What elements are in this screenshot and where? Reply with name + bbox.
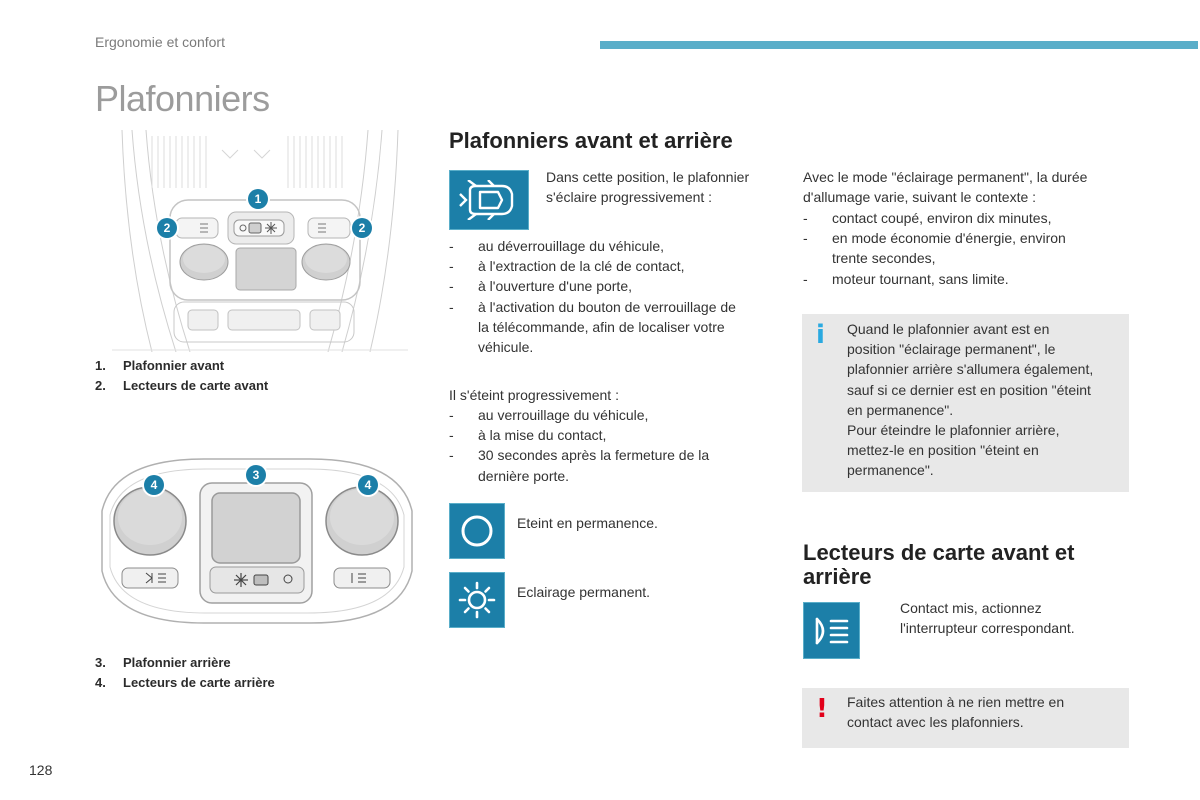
- callout-2-left: 2: [157, 218, 177, 238]
- caption-2: 2. Lecteurs de carte avant: [95, 378, 269, 393]
- goes-out-list: [449, 405, 779, 486]
- info-icon: i: [816, 320, 825, 350]
- door-mode-text: Dans cette position, le plafonnier s'éclaire progressivement :: [546, 169, 750, 206]
- permanent-mode-label: Eclairage permanent.: [517, 584, 651, 600]
- list-item: - contact coupé, environ dix minutes,: [803, 210, 1052, 226]
- warning-icon: !: [816, 694, 828, 724]
- list-item: - moteur tournant, sans limite.: [803, 270, 1009, 287]
- permanent-duration-list: [803, 208, 1133, 289]
- circle-icon: [449, 503, 505, 559]
- list-item: - à l'ouverture d'une porte,: [449, 278, 632, 295]
- warning-note: [802, 688, 1129, 748]
- list-item: - à l'extraction de la clé de contact,: [449, 258, 685, 275]
- list-item: - à la mise du contact,: [449, 427, 607, 444]
- list-item: - 30 secondes après la fermeture de la dernière porte.: [449, 447, 710, 484]
- warning-note-text: Faites attention à ne rien mettre en contact avec les plafonniers.: [847, 694, 1065, 731]
- callout-4-right: 4: [358, 475, 378, 495]
- page-number: 128: [29, 762, 53, 778]
- list-item: - au déverrouillage du véhicule,: [449, 238, 665, 254]
- front-captions: [95, 356, 268, 396]
- heading-front-rear-lights: Plafonniers avant et arrière: [449, 128, 733, 153]
- list-item: - en mode économie d'énergie, environ trente secondes,: [803, 230, 1066, 267]
- section-label: Ergonomie et confort: [95, 34, 225, 50]
- callout-1: 1: [248, 189, 268, 209]
- caption-1: 1. Plafonnier avant: [95, 358, 225, 373]
- heading-map-lights: Lecteurs de carte avant et arrière: [803, 540, 1075, 589]
- permanent-intro: Avec le mode "éclairage permanent", la durée d'allumage varie, suivant le contexte :: [803, 169, 1088, 206]
- lights-up-list: [449, 236, 779, 357]
- map-light-icon: [803, 602, 860, 659]
- sun-icon: [449, 572, 505, 628]
- list-item: - au verrouillage du véhicule,: [449, 407, 649, 423]
- goes-out-intro: Il s'éteint progressivement :: [449, 387, 619, 403]
- page-title: Plafonniers: [95, 78, 270, 119]
- car-doors-icon: [449, 170, 529, 230]
- callout-2-right: 2: [352, 218, 372, 238]
- info-note: [802, 314, 1129, 492]
- map-light-text: Contact mis, actionnez l'interrupteur correspondant.: [900, 600, 1075, 637]
- list-item: - à l'activation du bouton de verrouillage de la télécommande, afin de localiser votre véhicule.: [449, 298, 736, 356]
- header-accent-bar: [600, 41, 1198, 49]
- callout-3: 3: [246, 465, 266, 485]
- rear-captions: [95, 653, 275, 693]
- off-mode-label: Eteint en permanence.: [517, 515, 658, 531]
- caption-3: 3. Plafonnier arrière: [95, 655, 231, 670]
- callout-4-left: 4: [144, 475, 164, 495]
- front-ceiling-illustration: [112, 130, 408, 352]
- info-note-text: Quand le plafonnier avant est en position "éclairage permanent", le plafonnier arrière s'allumera également, sauf si ce dernier est en position "éteint en permanence". Pour éteindre le plafonnier arrière, mettez-le en position "éteint en permanence".: [847, 321, 1094, 479]
- caption-4: 4. Lecteurs de carte arrière: [95, 675, 275, 690]
